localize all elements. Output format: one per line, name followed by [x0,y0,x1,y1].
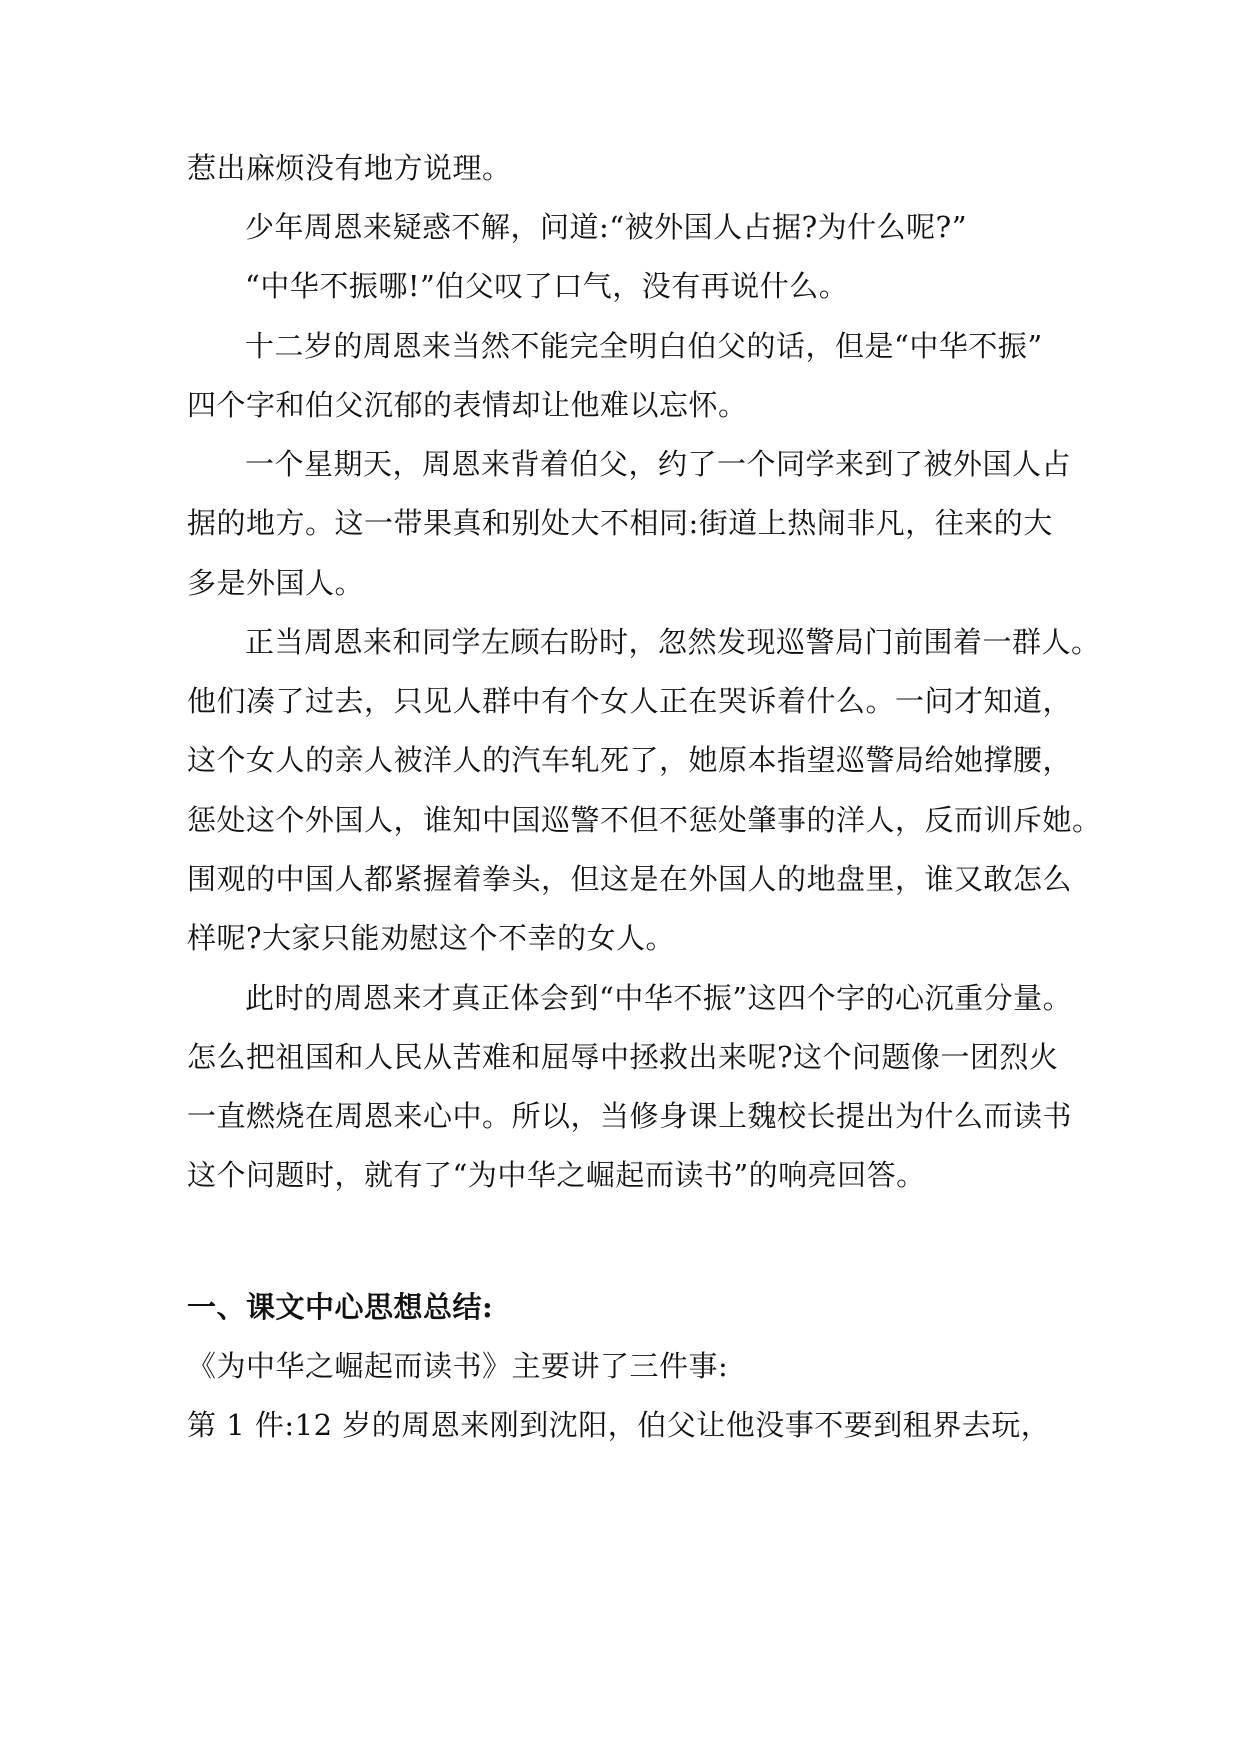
paragraph-line: “中华不振哪!”伯父叹了口气，没有再说什么。 [245,269,849,303]
summary-intro: 《为中华之崛起而读书》主要讲了三件事: [187,1349,729,1383]
paragraph-line: 一直燃烧在周恩来心中。所以，当修身课上魏校长提出为什么而读书 [187,1099,1073,1133]
paragraph-line: 多是外国人。 [187,566,365,600]
paragraph-line: 样呢?大家只能劝慰这个不幸的女人。 [187,921,676,955]
paragraph-line: 正当周恩来和同学左顾右盼时，忽然发现巡警局门前围着一群人。 [245,625,1101,659]
paragraph-line: 他们凑了过去，只见人群中有个女人正在哭诉着什么。一问才知道， [187,684,1073,718]
paragraph-line: 这个女人的亲人被洋人的汽车轧死了，她原本指望巡警局给她撑腰， [187,743,1073,777]
paragraph-line: 四个字和伯父沉郁的表情却让他难以忘怀。 [187,388,748,422]
paragraph-line: 十二岁的周恩来当然不能完全明白伯父的话，但是“中华不振” [245,329,1043,363]
summary-item: 第 1 件:12 岁的周恩来刚到沈阳，伯父让他没事不要到租界去玩， [187,1408,1051,1442]
paragraph-line: 怎么把祖国和人民从苦难和屈辱中拯救出来呢?这个问题像一团烈火 [187,1040,1059,1074]
paragraph-line: 惩处这个外国人，谁知中国巡警不但不惩处肇事的洋人，反而训斥她。 [187,803,1102,837]
paragraph-line: 一个星期天，周恩来背着伯父，约了一个同学来到了被外国人占 [245,447,1072,481]
paragraph-line: 少年周恩来疑惑不解，问道:“被外国人占据?为什么呢?” [245,210,968,244]
paragraph-line: 围观的中国人都紧握着拳头，但这是在外国人的地盘里，谁又敢怎么 [187,862,1073,896]
paragraph-line: 惹出麻烦没有地方说理。 [187,151,512,185]
paragraph-line: 据的地方。这一带果真和别处大不相同:街道上热闹非凡，往来的大 [187,506,1053,540]
paragraph-line: 这个问题时，就有了“为中华之崛起而读书”的响亮回答。 [187,1158,926,1192]
paragraph-line: 此时的周恩来才真正体会到“中华不振”这四个字的心沉重分量。 [245,981,1073,1015]
section-heading: 一、课文中心思想总结: [187,1290,494,1324]
